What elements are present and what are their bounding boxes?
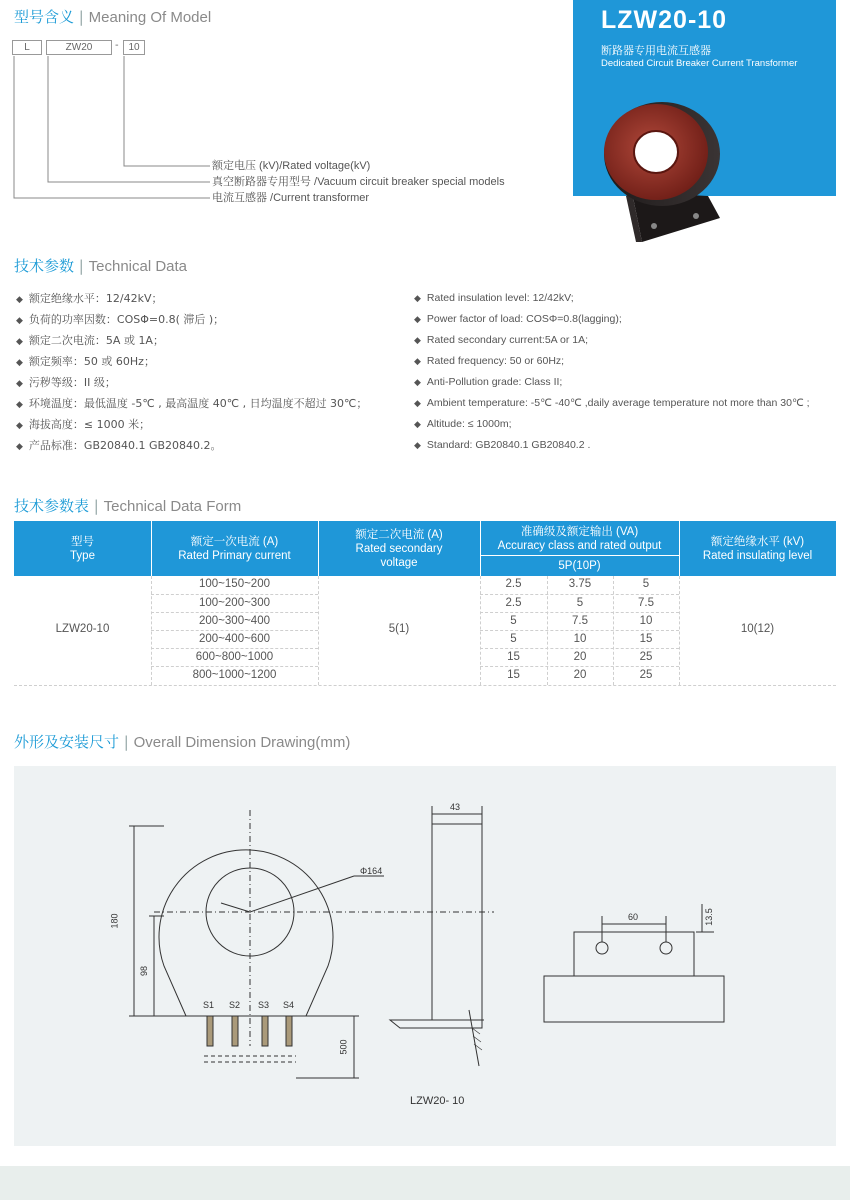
header-secondary: 额定二次电流 (A) Rated secondary voltage	[355, 529, 443, 569]
meaning-title: 型号含义 | Meaning Of Model	[14, 8, 212, 26]
model-line-voltage: 额定电压 (kV)/Rated voltage(kV)	[212, 160, 371, 172]
tech-list-en	[414, 288, 810, 456]
list-item: ◆ Rated secondary current:5A or 1A;	[414, 330, 810, 351]
model-leader-lines	[0, 0, 220, 210]
drawing-title: 外形及安装尺寸 | Overall Dimension Drawing(mm)	[14, 733, 351, 751]
dim-diameter: Φ164	[360, 866, 383, 876]
terminal-label: S3	[258, 1000, 270, 1010]
list-item: ◆ 额定二次电流：5A 或 1A；	[16, 330, 367, 351]
dim-thickness: 43	[450, 802, 461, 812]
list-item: ◆ Power factor of load: COSΦ=0.8(lagging);	[414, 309, 810, 330]
model-box-10: 10	[123, 40, 145, 55]
cell-insulation: 10(12)	[740, 623, 775, 635]
list-item: ◆ Ambient temperature: -5℃ -40℃ ,daily average temperature not more than 30℃ ;	[414, 393, 810, 414]
cell-secondary: 5(1)	[388, 623, 410, 635]
dim-hole-spacing: 60	[628, 912, 639, 922]
drawing-caption: LZW20- 10	[410, 1095, 465, 1107]
page-footer	[0, 1166, 850, 1200]
header-divider	[480, 555, 679, 556]
terminal-label: S1	[203, 1000, 215, 1010]
tech-list-cn	[16, 288, 367, 456]
list-item: ◆ Altitude: ≤ 1000m;	[414, 414, 810, 435]
dim-lead: 500	[338, 1039, 349, 1055]
list-item: ◆ 额定绝缘水平：12/42kV；	[16, 288, 367, 309]
list-item: ◆ 污秽等级：II 级；	[16, 372, 367, 393]
list-item: ◆ 海拔高度：≤ 1000 米；	[16, 414, 367, 435]
dim-height: 180	[109, 913, 120, 929]
model-box-zw20: ZW20	[46, 40, 112, 55]
terminal-label: S4	[283, 1000, 295, 1010]
list-item: ◆ 产品标准：GB20840.1 GB20840.2。	[16, 435, 367, 456]
model-dash: -	[115, 40, 119, 51]
header-type: 型号 Type	[70, 536, 95, 562]
terminal-label: S2	[229, 1000, 241, 1010]
list-item: ◆ 环境温度：最低温度 -5℃ , 最高温度 40℃ , 日均温度不超过 30℃；	[16, 393, 367, 414]
model-box-l: L	[12, 40, 42, 55]
tech-title: 技术参数 | Technical Data	[14, 257, 188, 275]
dim-hole-offset: 13.5	[703, 908, 714, 926]
list-item: ◆ 额定频率：50 或 60Hz；	[16, 351, 367, 372]
header-primary: 额定一次电流 (A) Rated Primary current	[178, 536, 291, 562]
product-photo	[590, 92, 730, 252]
header-insulation: 额定绝缘水平 (kV) Rated insulating level	[702, 536, 813, 562]
cell-type: LZW20-10	[55, 623, 110, 635]
header-accuracy: 准确级及额定输出 (VA) Accuracy class and rated output	[497, 526, 662, 552]
dimension-drawing	[14, 766, 836, 1146]
hero-name-en: Dedicated Circuit Breaker Current Transformer	[601, 58, 798, 69]
list-item: ◆ Anti-Pollution grade: Class II;	[414, 372, 810, 393]
list-item: ◆ Rated insulation level: 12/42kV;	[414, 288, 810, 309]
form-title: 技术参数表 | Technical Data Form	[14, 497, 242, 515]
model-line-ct: 电流互感器 /Current transformer	[212, 192, 370, 204]
model-line-series: 真空断路器专用型号 /Vacuum circuit breaker special models	[212, 176, 505, 188]
hero-name-cn: 断路器专用电流互感器	[601, 44, 711, 57]
list-item: ◆ Rated frequency: 50 or 60Hz;	[414, 351, 810, 372]
drawing-panel	[14, 766, 836, 1146]
hero-model: LZW20-10	[601, 6, 728, 34]
dim-center: 98	[139, 965, 150, 977]
list-item: ◆ Standard: GB20840.1 GB20840.2 .	[414, 435, 810, 456]
list-item: ◆ 负荷的功率因数：COSΦ=0.8( 滞后 )；	[16, 309, 367, 330]
header-accuracy-class: 5P(10P)	[558, 560, 601, 572]
